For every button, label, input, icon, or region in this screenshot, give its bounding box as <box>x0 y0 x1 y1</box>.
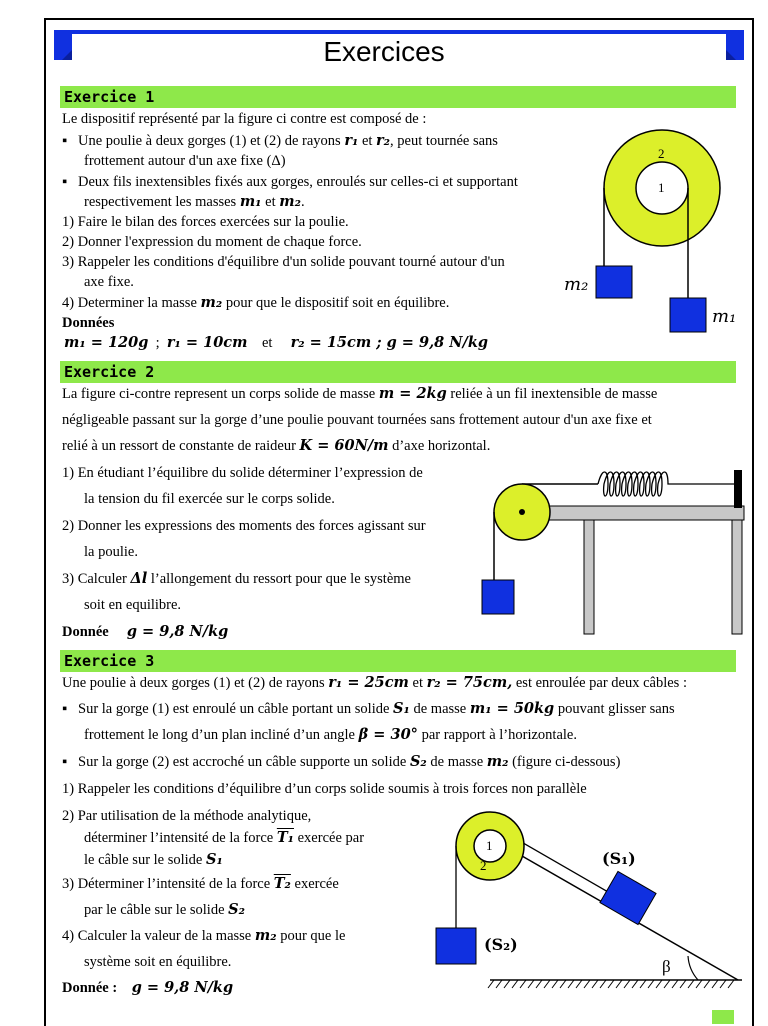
bullet-icon: ▪ <box>62 133 68 149</box>
label-1: 1 <box>486 838 493 853</box>
ex3-incline-figure <box>430 808 745 990</box>
mass-m2 <box>596 266 632 298</box>
table-top <box>518 506 744 520</box>
ex3-question-4: 4) Calculer la valeur de la masse m₂ pour que le <box>62 927 346 944</box>
pulley-axis <box>519 509 525 515</box>
ex3-question-2: 2) Par utilisation de la méthode analytique, <box>62 808 312 824</box>
label-m1: m₁ <box>712 306 737 327</box>
ex1-bullet-2-cont: respectivement les masses m₁ et m₂. <box>84 193 305 210</box>
angle-arc <box>688 956 698 980</box>
ex3-question-4-cont: système soit en équilibre. <box>84 954 232 970</box>
wall-support <box>734 470 742 508</box>
ex1-data-values: m₁ = 120g ; r₁ = 10cm et r₂ = 15cm ; g = 9,8 N/kg <box>64 334 489 351</box>
mass-m1 <box>670 298 706 332</box>
ex2-line-3: relié à un ressort de constante de raideur K = 60N/m d’axe horizontal. <box>62 437 491 454</box>
spring <box>598 472 734 496</box>
exercise-1-header: Exercice 1 <box>60 86 736 108</box>
ex3-question-1: 1) Rappeler les conditions d’équilibre d’un corps solide soumis à trois forces non parallèle <box>62 781 587 797</box>
ex1-bullet-1: ▪ Une poulie à deux gorges (1) et (2) de rayons r₁ et r₂, peut tournée sans <box>62 132 498 149</box>
ex2-question-2-cont: la poulie. <box>84 544 138 560</box>
label-1: 1 <box>658 180 665 195</box>
ex1-question-1: 1) Faire le bilan des forces exercées sur la poulie. <box>62 214 349 230</box>
ex1-question-3-cont: axe fixe. <box>84 274 134 290</box>
label-2: 2 <box>658 146 665 161</box>
ex2-question-1-cont: la tension du fil exercée sur le corps solide. <box>84 491 335 507</box>
bullet-icon: ▪ <box>62 174 68 190</box>
ex2-question-1: 1) En étudiant l’équilibre du solide déterminer l’expression de <box>62 465 423 481</box>
ex2-line-2: négligeable passant sur la gorge d’une poulie pouvant tournées sans frottement autour d'un axe fixe et <box>62 412 652 428</box>
ex3-bullet-1-cont: frottement le long d’un plan incliné d’un angle β = 30° par rapport à l’horizontale. <box>84 726 577 743</box>
exercise-3-header: Exercice 3 <box>60 650 736 672</box>
ex2-question-2: 2) Donner les expressions des moments des forces agissant sur <box>62 518 426 534</box>
ex1-question-3: 3) Rappeler les conditions d'équilibre d'un solide pouvant tourné autour d'un <box>62 254 505 270</box>
ex2-question-3-cont: soit en equilibre. <box>84 597 182 613</box>
ex2-line-1: La figure ci-contre represent un corps solide de masse m = 2kg reliée à un fil inextensible de masse <box>62 385 658 402</box>
exercise-2-header: Exercice 2 <box>60 361 736 383</box>
ex1-data-label: Données <box>62 315 115 331</box>
ex1-bullet-2: ▪ Deux fils inextensibles fixés aux gorges, enroulés sur celles-ci et supportant <box>62 174 518 190</box>
ex1-question-4: 4) Determiner la masse m₂ pour que le dispositif soit en équilibre. <box>62 294 450 311</box>
ex1-intro: Le dispositif représenté par la figure ci contre est composé de : <box>62 111 427 127</box>
ex3-question-2-cont: déterminer l’intensité de la force T₁ exercée par <box>84 829 365 846</box>
ex1-bullet-1-cont: frottement autour d'un axe fixe (Δ) <box>84 153 286 169</box>
footer-accent <box>712 1010 734 1024</box>
ex3-question-3: 3) Déterminer l’intensité de la force T₂ exercée <box>62 875 339 892</box>
bullet-icon: ▪ <box>62 754 68 770</box>
bullet-icon: ▪ <box>62 701 68 717</box>
ex3-question-2-cont2: le câble sur le solide S₁ <box>84 851 223 868</box>
table-leg-left <box>584 520 594 634</box>
ex2-data: Donnée g = 9,8 N/kg <box>62 623 229 640</box>
label-2: 2 <box>480 858 487 873</box>
table-leg-right <box>732 520 742 634</box>
solid-s1 <box>600 871 656 924</box>
solid-s2 <box>436 928 476 964</box>
ex1-pulley-figure <box>560 128 750 338</box>
page-title: Exercices <box>323 36 445 67</box>
ex2-spring-figure <box>480 462 750 642</box>
ex3-line-1: Une poulie à deux gorges (1) et (2) de rayons r₁ = 25cm et r₂ = 75cm, est enroulée par deux câbles : <box>62 674 687 691</box>
ex3-bullet-1: ▪ Sur la gorge (1) est enroulé un câble portant un solide S₁ de masse m₁ = 50kg pouvant glisser sans <box>62 700 675 717</box>
ex3-bullet-2: ▪ Sur la gorge (2) est accroché un câble supporte un solide S₂ de masse m₂ (figure ci-dessous) <box>62 753 621 770</box>
ex3-data: Donnée : g = 9,8 N/kg <box>62 979 234 996</box>
solid-mass <box>482 580 514 614</box>
label-beta: β <box>662 957 671 976</box>
label-s1: (S₁) <box>602 849 636 868</box>
label-m2: m₂ <box>564 274 589 295</box>
label-s2: (S₂) <box>484 935 518 954</box>
ex3-question-3-cont: par le câble sur le solide S₂ <box>84 901 245 918</box>
ex2-question-3: 3) Calculer Δl l’allongement du ressort pour que le système <box>62 570 411 587</box>
ex1-question-2: 2) Donner l'expression du moment de chaque force. <box>62 234 362 250</box>
ground-hatching <box>488 980 734 988</box>
